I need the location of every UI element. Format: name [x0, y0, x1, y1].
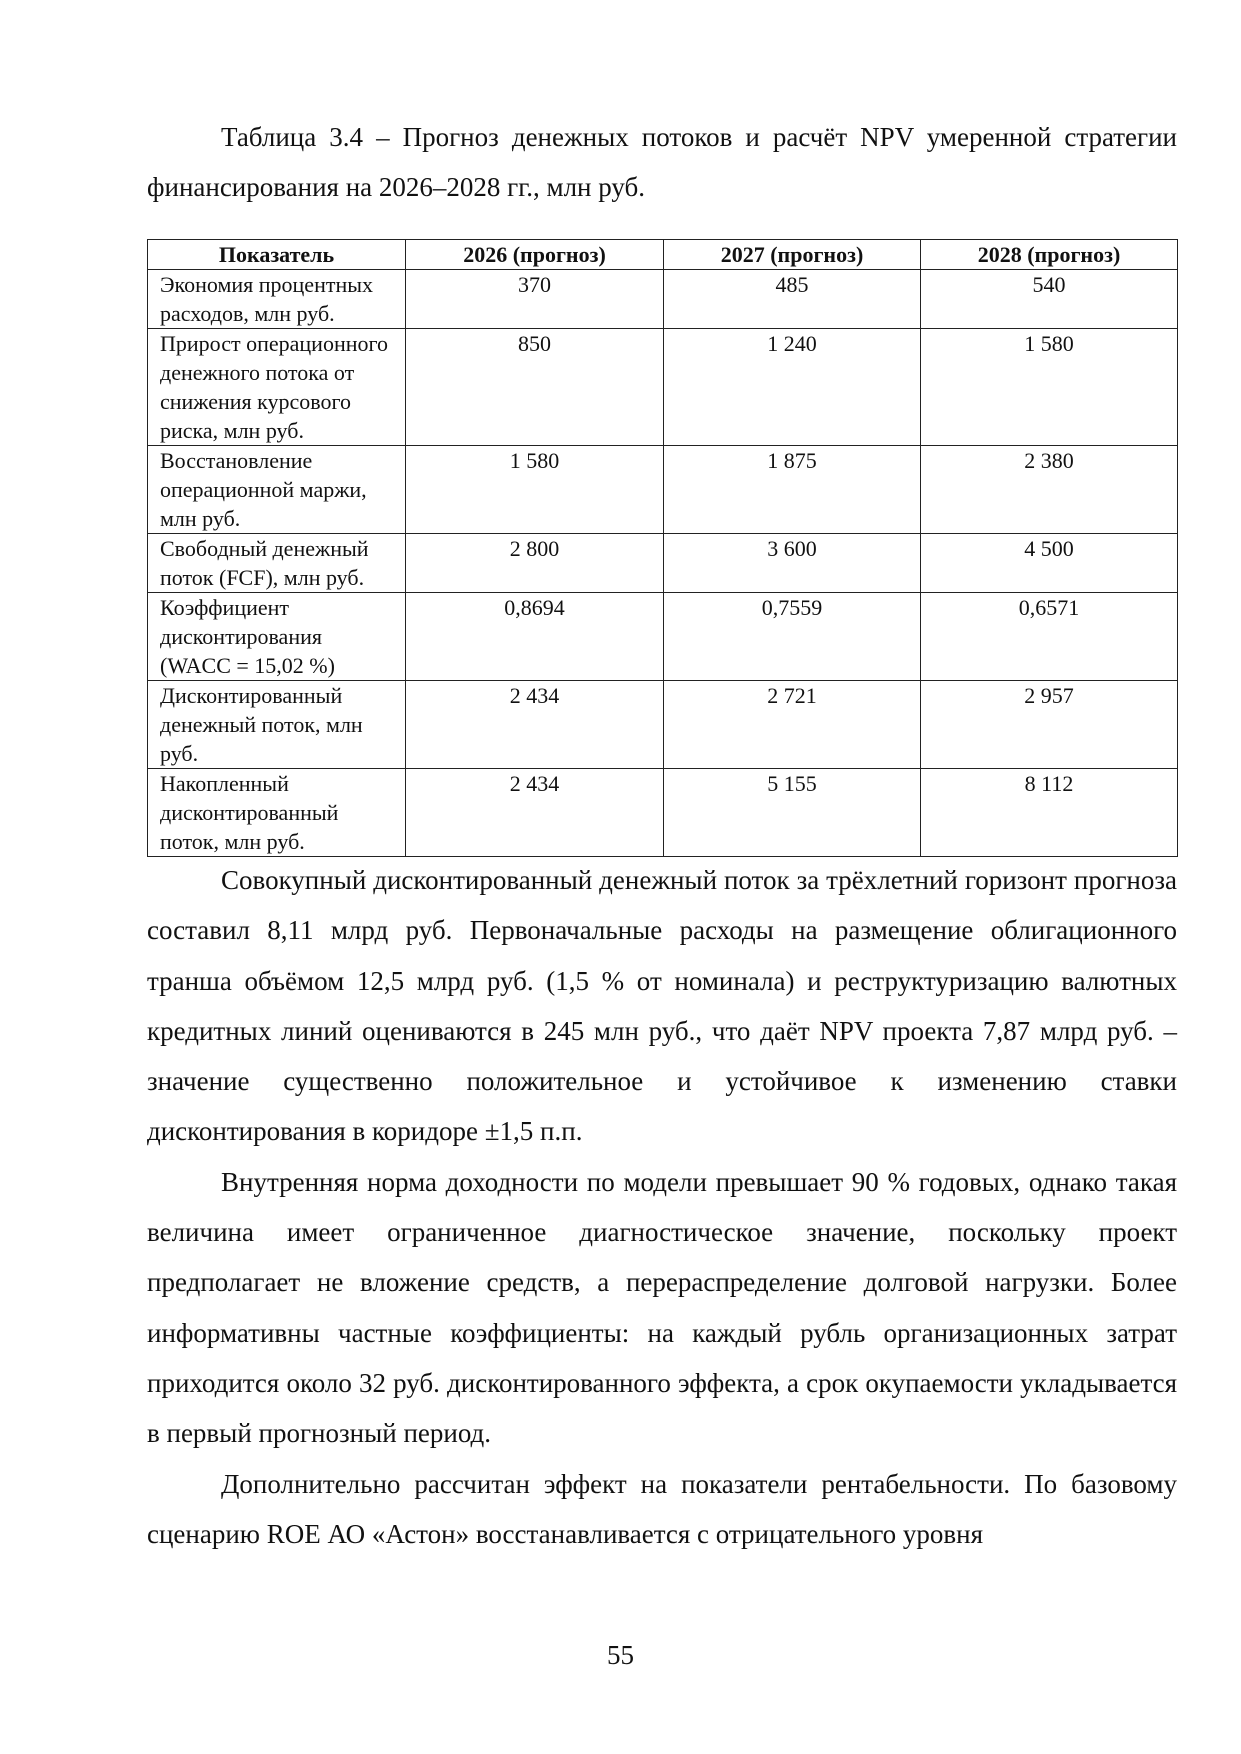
- page-number: 55: [607, 1640, 634, 1670]
- table-row: [148, 270, 1178, 329]
- table-row: [148, 329, 1178, 446]
- cell-2026: 1 580: [406, 446, 664, 534]
- cell-2028: 2 957: [921, 681, 1178, 769]
- header-indicator: Показатель: [148, 240, 406, 270]
- table-row: [148, 534, 1178, 593]
- cell-2028: 540: [921, 270, 1178, 329]
- cell-2026: 370: [406, 270, 664, 329]
- cell-2027: 0,7559: [664, 593, 921, 681]
- cell-2027: 1 875: [664, 446, 921, 534]
- cell-2027: 5 155: [664, 769, 921, 857]
- cell-2026: 850: [406, 329, 664, 446]
- table-row: [148, 593, 1178, 681]
- table-row: [148, 769, 1178, 857]
- row-label: Прирост операционного денежного потока от снижения курсового риска, млн руб.: [148, 329, 406, 446]
- row-label: Восстановление операционной маржи, млн руб.: [148, 446, 406, 534]
- cash-flow-table: [147, 239, 1178, 857]
- cell-2028: 1 580: [921, 329, 1178, 446]
- cell-2028: 0,6571: [921, 593, 1178, 681]
- header-2028: 2028 (прогноз): [921, 240, 1178, 270]
- cell-2026: 2 434: [406, 769, 664, 857]
- cell-2027: 3 600: [664, 534, 921, 593]
- row-label: Свободный денежный поток (FCF), млн руб.: [148, 534, 406, 593]
- cell-2026: 2 800: [406, 534, 664, 593]
- cell-2027: 2 721: [664, 681, 921, 769]
- table-row: [148, 681, 1178, 769]
- row-label: Дисконтированный денежный поток, млн руб.: [148, 681, 406, 769]
- table-row: [148, 446, 1178, 534]
- cell-2026: 2 434: [406, 681, 664, 769]
- row-label: Накопленный дисконтированный поток, млн руб.: [148, 769, 406, 857]
- cell-2026: 0,8694: [406, 593, 664, 681]
- cell-2028: 8 112: [921, 769, 1178, 857]
- cell-2028: 4 500: [921, 534, 1178, 593]
- document-page: [147, 0, 1177, 1559]
- row-label: Коэффициент дисконтирования (WACC = 15,02 %): [148, 593, 406, 681]
- table-header-row: [148, 240, 1178, 270]
- header-2027: 2027 (прогноз): [664, 240, 921, 270]
- header-2026: 2026 (прогноз): [406, 240, 664, 270]
- cell-2027: 1 240: [664, 329, 921, 446]
- row-label: Экономия процентных расходов, млн руб.: [148, 270, 406, 329]
- paragraph-profitability: Дополнительно рассчитан эффект на показатели рентабельности. По базовому сценарию ROE АО «Астон» восстанавливается с отрицательного уровня: [147, 1468, 1177, 1549]
- paragraph-irr: Внутренняя норма доходности по модели превышает 90 % годовых, однако такая величина имеет ограниченное диагностическое значение, поскольку проект предполагает не вложение средств, а перераспределение долговой нагрузки. Более информативны частные коэффициенты: на каждый рубль организационных затрат приходится около 32 руб. дисконтированного эффекта, а срок окупаемости укладывается в первый прогнозный период.: [147, 1166, 1177, 1449]
- table-caption: Таблица 3.4 – Прогноз денежных потоков и расчёт NPV умеренной стратегии финансирования на 2026–2028 гг., млн руб.: [147, 122, 1177, 202]
- cell-2028: 2 380: [921, 446, 1178, 534]
- paragraph-npv-summary: Совокупный дисконтированный денежный поток за трёхлетний горизонт прогноза составил 8,11 млрд руб. Первоначальные расходы на размещение облигационного транша объёмом 12,5 млрд руб. (1,5 % от номинала) и реструктуризацию валютных кредитных линий оцениваются в 245 млн руб., что даёт NPV проекта 7,87 млрд руб. – значение существенно положительное и устойчивое к изменению ставки дисконтирования в коридоре ±1,5 п.п.: [147, 865, 1177, 1147]
- cell-2027: 485: [664, 270, 921, 329]
